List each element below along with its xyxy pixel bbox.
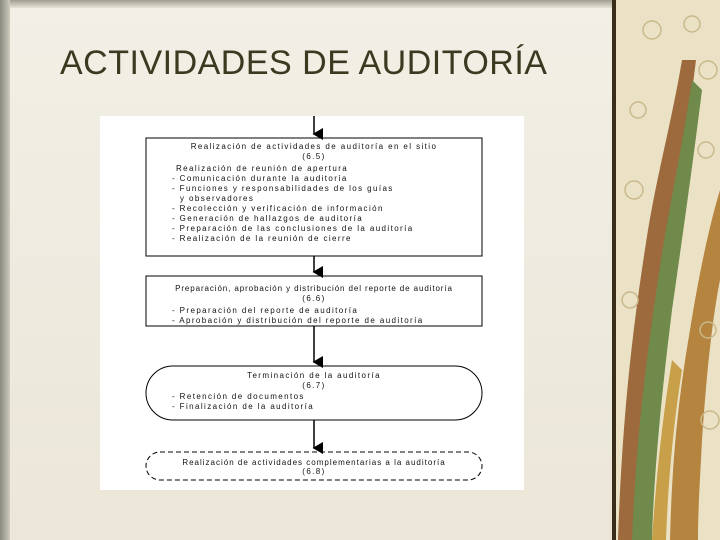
box-1-item: - Realización de la reunión de cierre: [172, 234, 352, 243]
box-1-item: Realización de reunión de apertura: [176, 164, 349, 173]
box-1-section: (6.5): [302, 152, 326, 161]
box-1-item: - Recolección y verificación de información: [172, 204, 384, 213]
frame-shadow-top: [0, 0, 620, 8]
box-4-heading: Realización de actividades complementarias a la auditoría: [182, 458, 446, 467]
box-3-item: - Retención de documentos: [172, 392, 305, 401]
box-2-heading: Preparación, aprobación y distribución del reporte de auditoría: [175, 284, 453, 293]
box-2-section: (6.6): [302, 294, 326, 303]
slide-title: ACTIVIDADES DE AUDITORÍA: [60, 44, 548, 82]
box-4-section: (6.8): [302, 467, 326, 476]
flowchart-panel: [100, 116, 524, 490]
box-2-item: - Preparación del reporte de auditoría: [172, 306, 359, 315]
box-3-heading: Terminación de la auditoría: [247, 371, 381, 380]
box-2-item: - Aprobación y distribución del reporte de auditoría: [172, 316, 424, 325]
box-1-heading: Realización de actividades de auditoría en el sitio: [190, 142, 438, 151]
box-1-item: - Funciones y responsabilidades de los guías: [172, 184, 394, 193]
box-3-section: (6.7): [302, 381, 326, 390]
frame-shadow-left: [0, 0, 10, 540]
box-1-item: - Comunicación durante la auditoría: [172, 174, 348, 183]
box-1-item: - Preparación de las conclusiones de la auditoría: [172, 224, 414, 233]
box-3-item: - Finalización de la auditoría: [172, 402, 315, 411]
floral-border-decoration: [612, 0, 720, 540]
box-1-item: - Generación de hallazgos de auditoría: [172, 214, 364, 223]
box-1-item: y observadores: [180, 194, 255, 203]
